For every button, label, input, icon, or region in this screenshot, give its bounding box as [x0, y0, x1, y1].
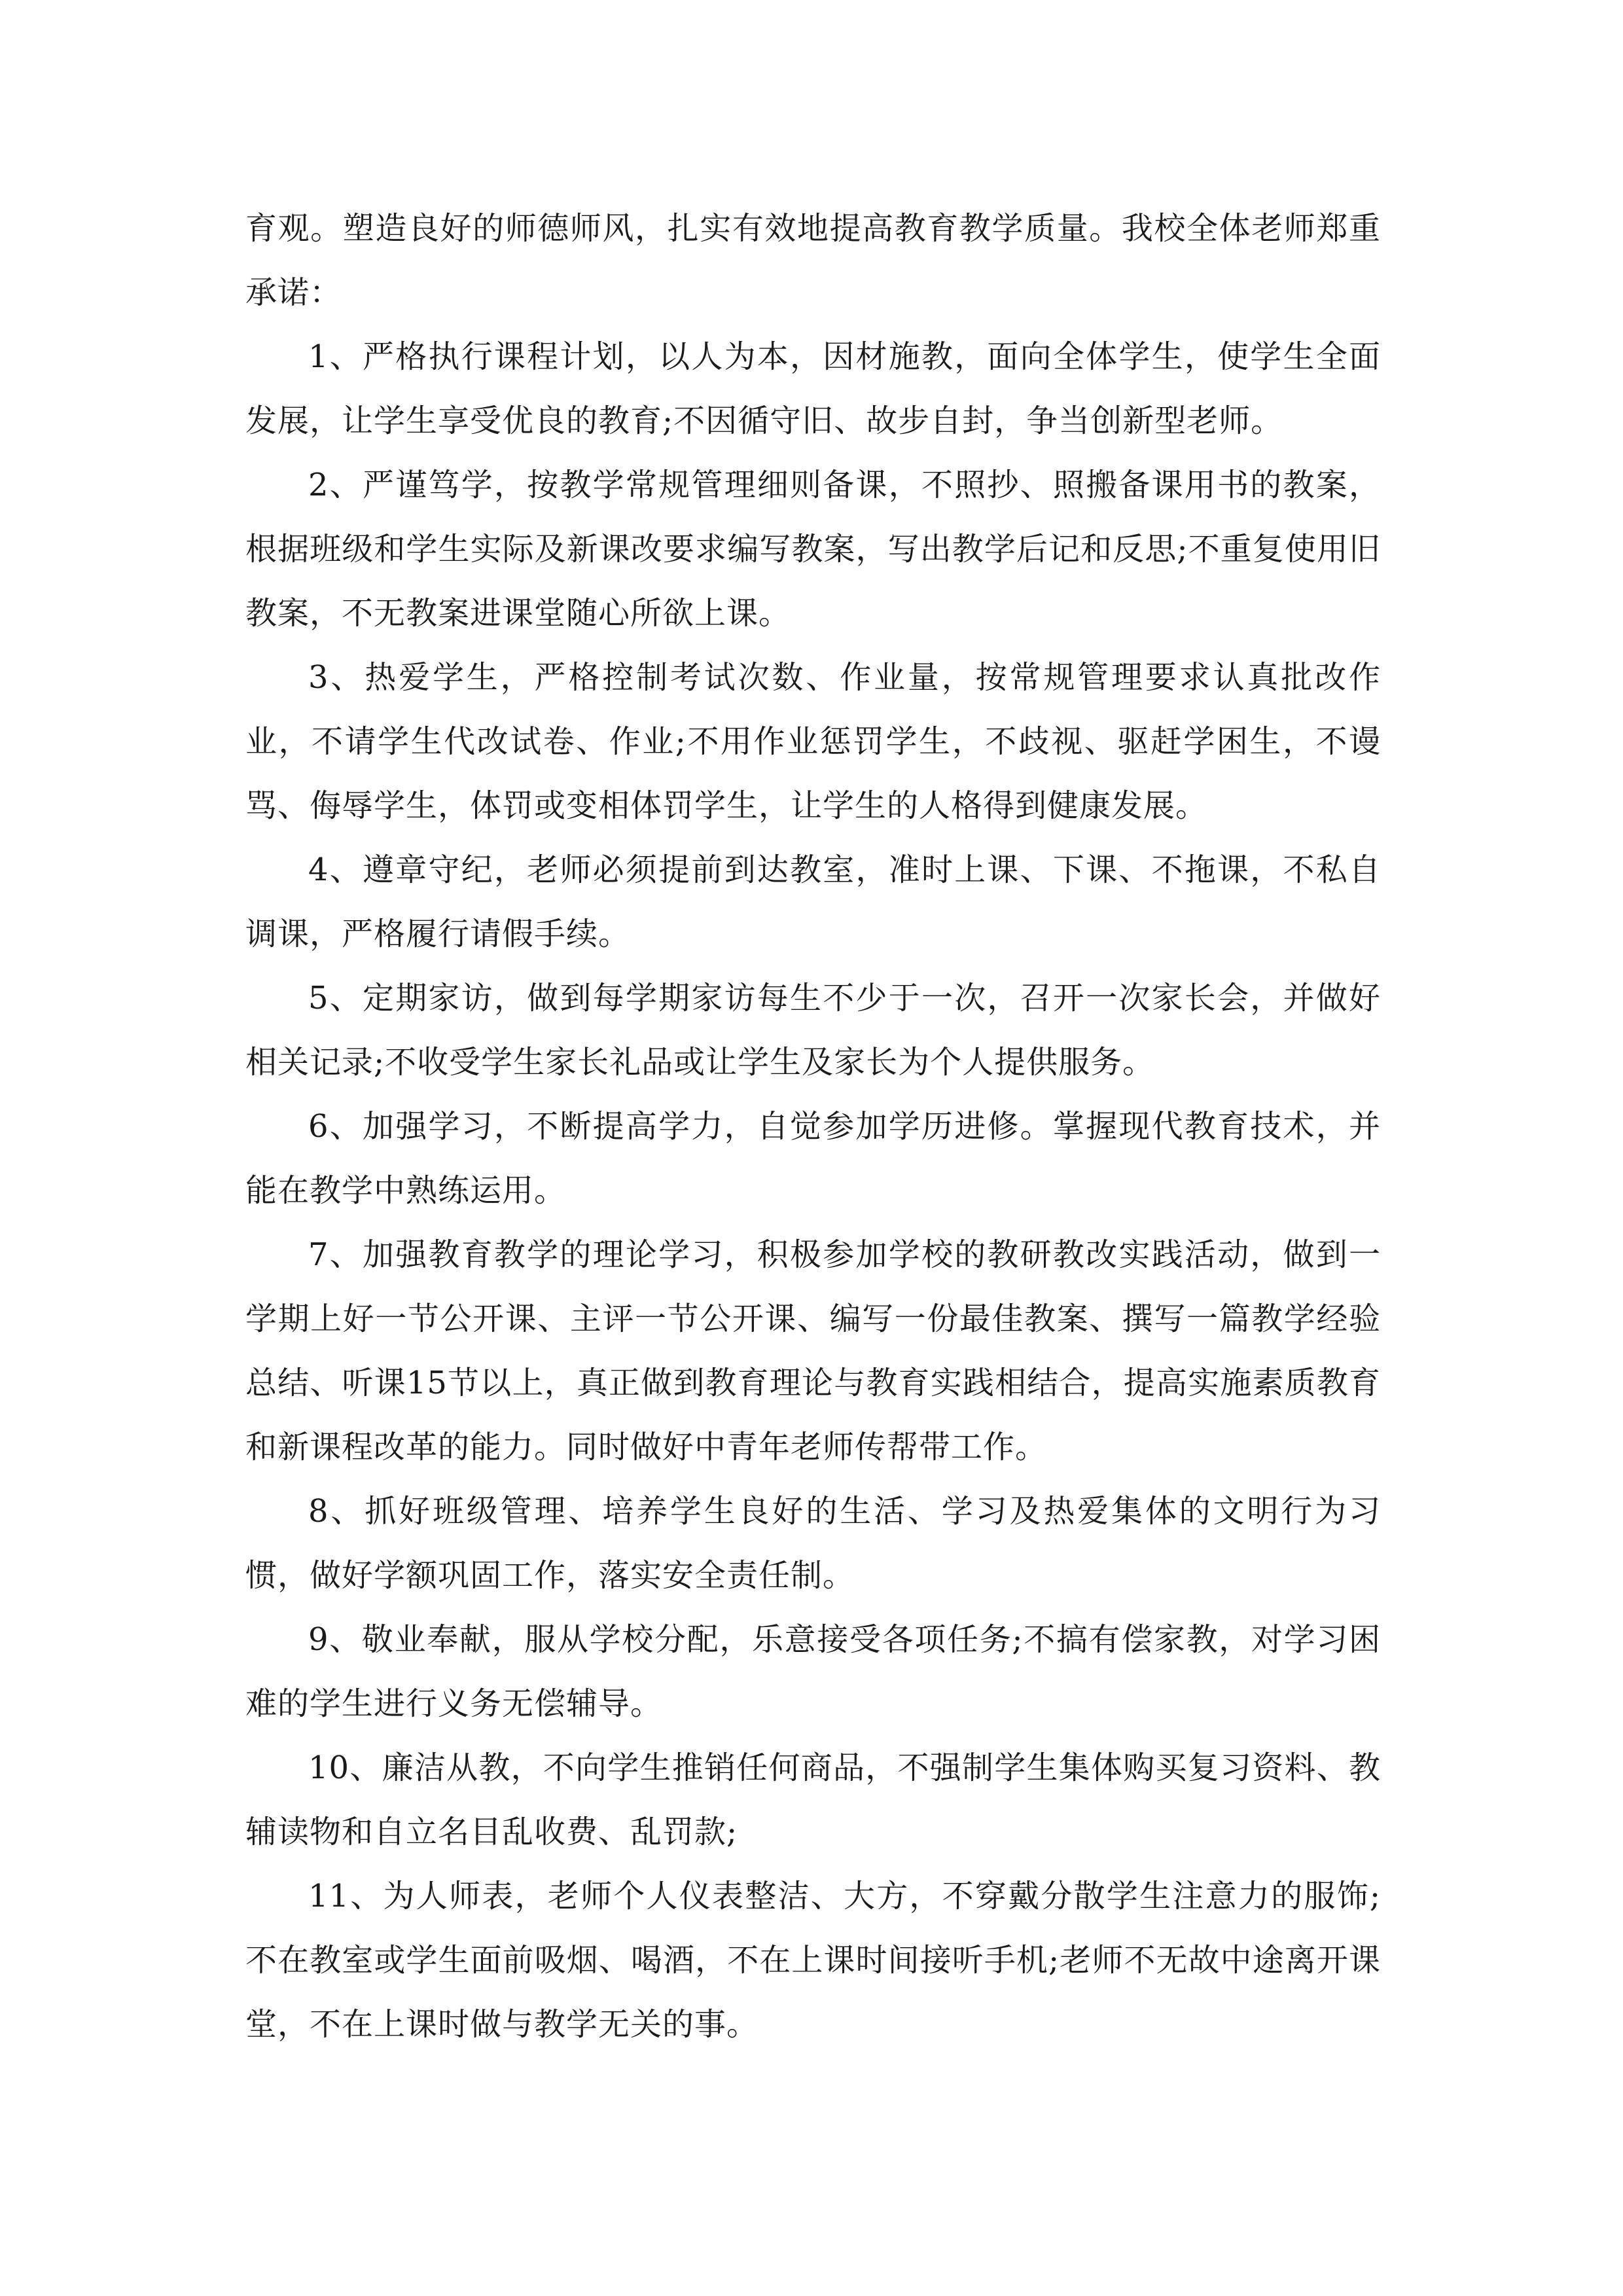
commitment-item-4: 4、遵章守纪，老师必须提前到达教室，准时上课、下课、不拖课，不私自调课，严格履行请假手续。 — [245, 852, 1381, 952]
commitment-item-8: 8、抓好班级管理、培养学生良好的生活、学习及热爱集体的文明行为习惯，做好学额巩固工作，落实安全责任制。 — [245, 1493, 1381, 1594]
commitment-item-7: 7、加强教育教学的理论学习，积极参加学校的教研教改实践活动，做到一学期上好一节公开课、主评一节公开课、编写一份最佳教案、撰写一篇教学经验总结、听课15节以上，真正做到教育理论与教育实践相结合，提高实施素质教育和新课程改革的能力。同时做好中青年老师传帮带工作。 — [245, 1236, 1381, 1465]
commitment-item-2: 2、严谨笃学，按教学常规管理细则备课，不照抄、照搬备课用书的教案，根据班级和学生实际及新课改要求编写教案，写出教学后记和反思;不重复使用旧教案，不无教案进课堂随心所欲上课。 — [245, 467, 1381, 632]
commitment-item-3: 3、热爱学生，严格控制考试次数、作业量，按常规管理要求认真批改作业，不请学生代改试卷、作业;不用作业惩罚学生，不歧视、驱赶学困生，不谩骂、侮辱学生，体罚或变相体罚学生，让学生的人格得到健康发展。 — [245, 659, 1381, 824]
intro-paragraph: 育观。塑造良好的师德师风，扎实有效地提高教育教学质量。我校全体老师郑重承诺： — [245, 210, 1381, 311]
commitment-item-9: 9、敬业奉献，服从学校分配，乐意接受各项任务;不搞有偿家教，对学习困难的学生进行义务无偿辅导。 — [245, 1621, 1381, 1722]
commitment-item-1: 1、严格执行课程计划，以人为本，因材施教，面向全体学生，使学生全面发展，让学生享受优良的教育;不因循守旧、故步自封，争当创新型老师。 — [245, 338, 1381, 439]
commitment-item-6: 6、加强学习，不断提高学力，自觉参加学历进修。掌握现代教育技术，并能在教学中熟练运用。 — [245, 1108, 1381, 1209]
commitment-item-10: 10、廉洁从教，不向学生推销任何商品，不强制学生集体购买复习资料、教辅读物和自立名目乱收费、乱罚款; — [245, 1749, 1381, 1850]
commitment-item-11: 11、为人师表，老师个人仪表整洁、大方，不穿戴分散学生注意力的服饰;不在教室或学生面前吸烟、喝酒，不在上课时间接听手机;老师不无故中途离开课堂，不在上课时做与教学无关的事。 — [245, 1878, 1381, 2043]
document-page — [245, 196, 1381, 2056]
commitment-item-5: 5、定期家访，做到每学期家访每生不少于一次，召开一次家长会，并做好相关记录;不收受学生家长礼品或让学生及家长为个人提供服务。 — [245, 980, 1381, 1081]
